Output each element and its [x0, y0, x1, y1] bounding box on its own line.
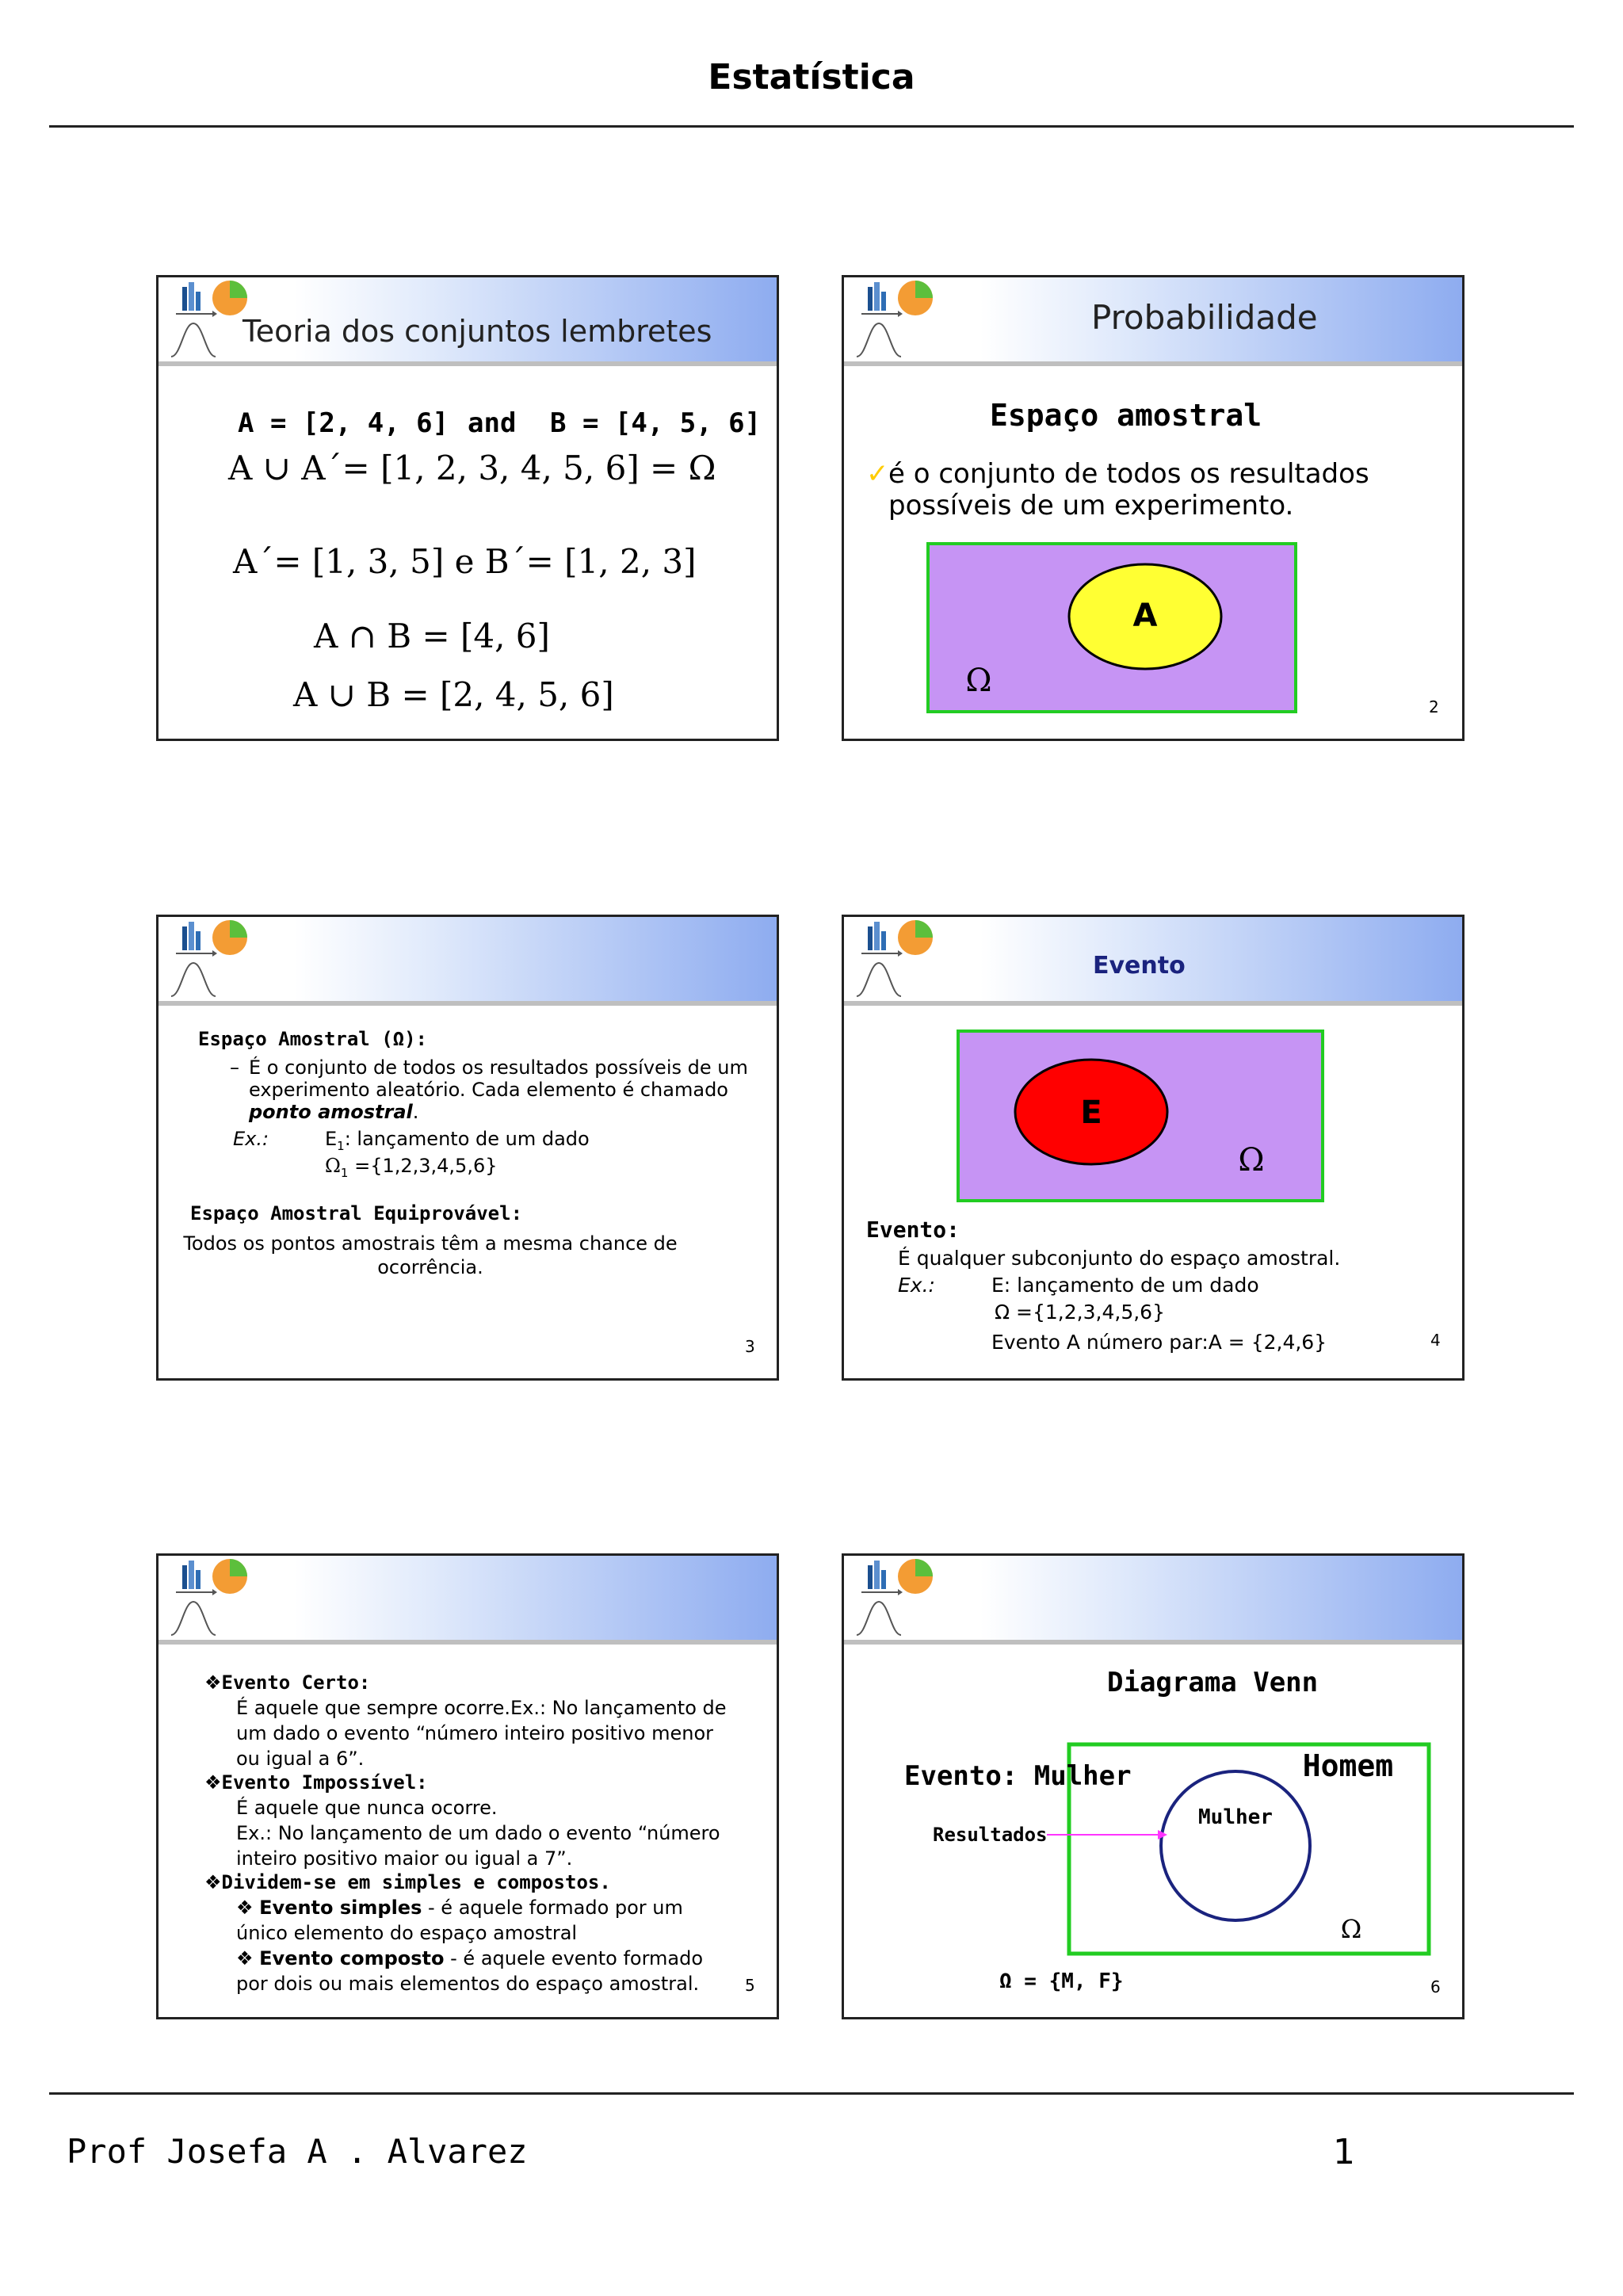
venn-diagram-a: [926, 542, 1299, 715]
example-line-3: Evento A número par:A = {2,4,6}: [991, 1331, 1327, 1354]
slide-1: [156, 275, 779, 741]
venn-diagram-e: [957, 1030, 1326, 1204]
impossivel-line-1: É aquele que nunca ocorre.: [236, 1797, 498, 1819]
body-line-1: É o conjunto de todos os resultados possíveis de um: [249, 1056, 748, 1079]
set-a-label: A: [1132, 598, 1158, 634]
statistics-logo-icon: [850, 281, 945, 363]
footer-divider: [49, 2092, 1574, 2095]
header-divider: [49, 125, 1574, 128]
example-line-1: E: lançamento de um dado: [991, 1274, 1259, 1297]
example-label: Ex.:: [898, 1274, 935, 1297]
definition-line-1: é o conjunto de todos os resultados: [888, 458, 1369, 490]
heading-sample-space: Espaço Amostral (Ω):: [198, 1028, 427, 1050]
impossivel-line-2: Ex.: No lançamento de um dado o evento “número: [236, 1822, 720, 1844]
and-label: and: [468, 407, 517, 439]
page-number: 1: [1333, 2132, 1355, 2172]
bullet-dividem-se: ❖Dividem-se em simples e compostos.: [204, 1871, 611, 1893]
statistics-logo-icon: [165, 920, 260, 1003]
mulher-circle: [1161, 1771, 1310, 1920]
composto-line-2: por dois ou mais elementos do espaço amostral.: [236, 1973, 700, 1995]
author-name: Prof Josefa A . Alvarez: [67, 2132, 528, 2171]
heading-equiprobable: Espaço Amostral Equiprovável:: [190, 1202, 523, 1224]
slide-number: 3: [745, 1337, 755, 1356]
omega-set-label: Ω = {M, F}: [999, 1969, 1124, 1993]
statistics-logo-icon: [850, 1559, 945, 1641]
homem-label: Homem: [1302, 1748, 1394, 1783]
set-b: B = [4, 5, 6]: [550, 407, 762, 439]
set-a: A = [2, 4, 6]: [238, 407, 449, 439]
mulher-label: Mulher: [1198, 1805, 1273, 1829]
slide-number: 4: [1430, 1331, 1441, 1350]
impossivel-line-3: inteiro positivo maior ou igual a 7”.: [236, 1847, 573, 1870]
checkmark-icon: ✓: [866, 458, 889, 490]
set-e-label: E: [1080, 1095, 1102, 1131]
term-ponto-amostral: ponto amostral: [249, 1101, 413, 1123]
omega-label: Ω: [965, 663, 992, 699]
slide-6: [842, 1553, 1465, 2019]
bullet-evento-certo: ❖Evento Certo:: [204, 1671, 371, 1694]
certo-line-1: É aquele que sempre ocorre.Ex.: No lançamento de: [236, 1697, 727, 1719]
heading-evento: Evento:: [866, 1217, 960, 1243]
slide-3: Espaço Amostral (Ω): – É o conjunto de todos os resultados possíveis de um experimento aleatório. Cada elemento é chamado ponto amostral. Ex.: $E_1$: lançamento de um dado $\Omega_1 =\{1,2,3,4,5,6\}$ Espaço Amostral Equiprovável: Todos os pontos amostrais têm a mesma chance de ocorrência. 3: [156, 915, 779, 1381]
certo-line-3: ou igual a 6”.: [236, 1748, 365, 1770]
omega-label: Ω: [1238, 1142, 1265, 1179]
slide-title: Evento: [1093, 952, 1186, 980]
slide-title: Diagrama Venn: [1107, 1667, 1319, 1698]
example-line-2: $\Omega_1 =\{1,2,3,4,5,6\}$: [325, 1155, 498, 1180]
slide-title: Teoria dos conjuntos lembretes: [242, 314, 712, 349]
equation-union-complement: A ∪ A´= [1, 2, 3, 4, 5, 6] = Ω: [228, 449, 716, 487]
bullet-evento-composto: ❖ Evento composto - é aquele evento formado: [236, 1947, 704, 1969]
equation-intersection: A ∩ B = [4, 6]: [314, 617, 550, 655]
body-line-2: experimento aleatório. Cada elemento é chamado: [249, 1079, 728, 1101]
slide-2: [842, 275, 1465, 741]
bullet-evento-simples: ❖ Evento simples - é aquele formado por um: [236, 1897, 683, 1919]
slide-title: Probabilidade: [1091, 298, 1318, 337]
body-line-4: Todos os pontos amostrais têm a mesma chance de: [183, 1232, 678, 1255]
certo-line-2: um dado o evento “número inteiro positivo menor: [236, 1722, 713, 1744]
definition-line-2: possíveis de um experimento.: [888, 490, 1294, 521]
body-line-1: É qualquer subconjunto do espaço amostral.: [898, 1247, 1341, 1270]
evento-mulher-label: Evento: Mulher: [904, 1760, 1132, 1792]
resultados-label: Resultados: [933, 1824, 1048, 1846]
bullet-evento-impossivel: ❖Evento Impossível:: [204, 1771, 428, 1794]
slide-4: [842, 915, 1465, 1381]
equation-complements: A´= [1, 3, 5] e B´= [1, 2, 3]: [233, 542, 697, 581]
page-title: Estatística: [708, 57, 915, 97]
slide-5: [156, 1553, 779, 2019]
example-line-1: $E_1$: lançamento de um dado: [325, 1128, 590, 1153]
slide-number: 2: [1429, 697, 1439, 716]
omega-label: Ω: [1340, 1914, 1362, 1944]
dash-bullet: –: [230, 1056, 239, 1079]
equation-union: A ∪ B = [2, 4, 5, 6]: [293, 675, 614, 714]
slide-number: 5: [745, 1976, 755, 1995]
body-line-5: ocorrência.: [377, 1256, 483, 1278]
slide-number: 6: [1430, 1977, 1441, 1996]
slide-subtitle: Espaço amostral: [990, 398, 1262, 433]
example-label: Ex.:: [233, 1128, 269, 1150]
statistics-logo-icon: [850, 920, 945, 1003]
statistics-logo-icon: [165, 1559, 260, 1641]
example-line-2: Ω ={1,2,3,4,5,6}: [995, 1301, 1165, 1324]
simples-line-2: único elemento do espaço amostral: [236, 1922, 578, 1944]
